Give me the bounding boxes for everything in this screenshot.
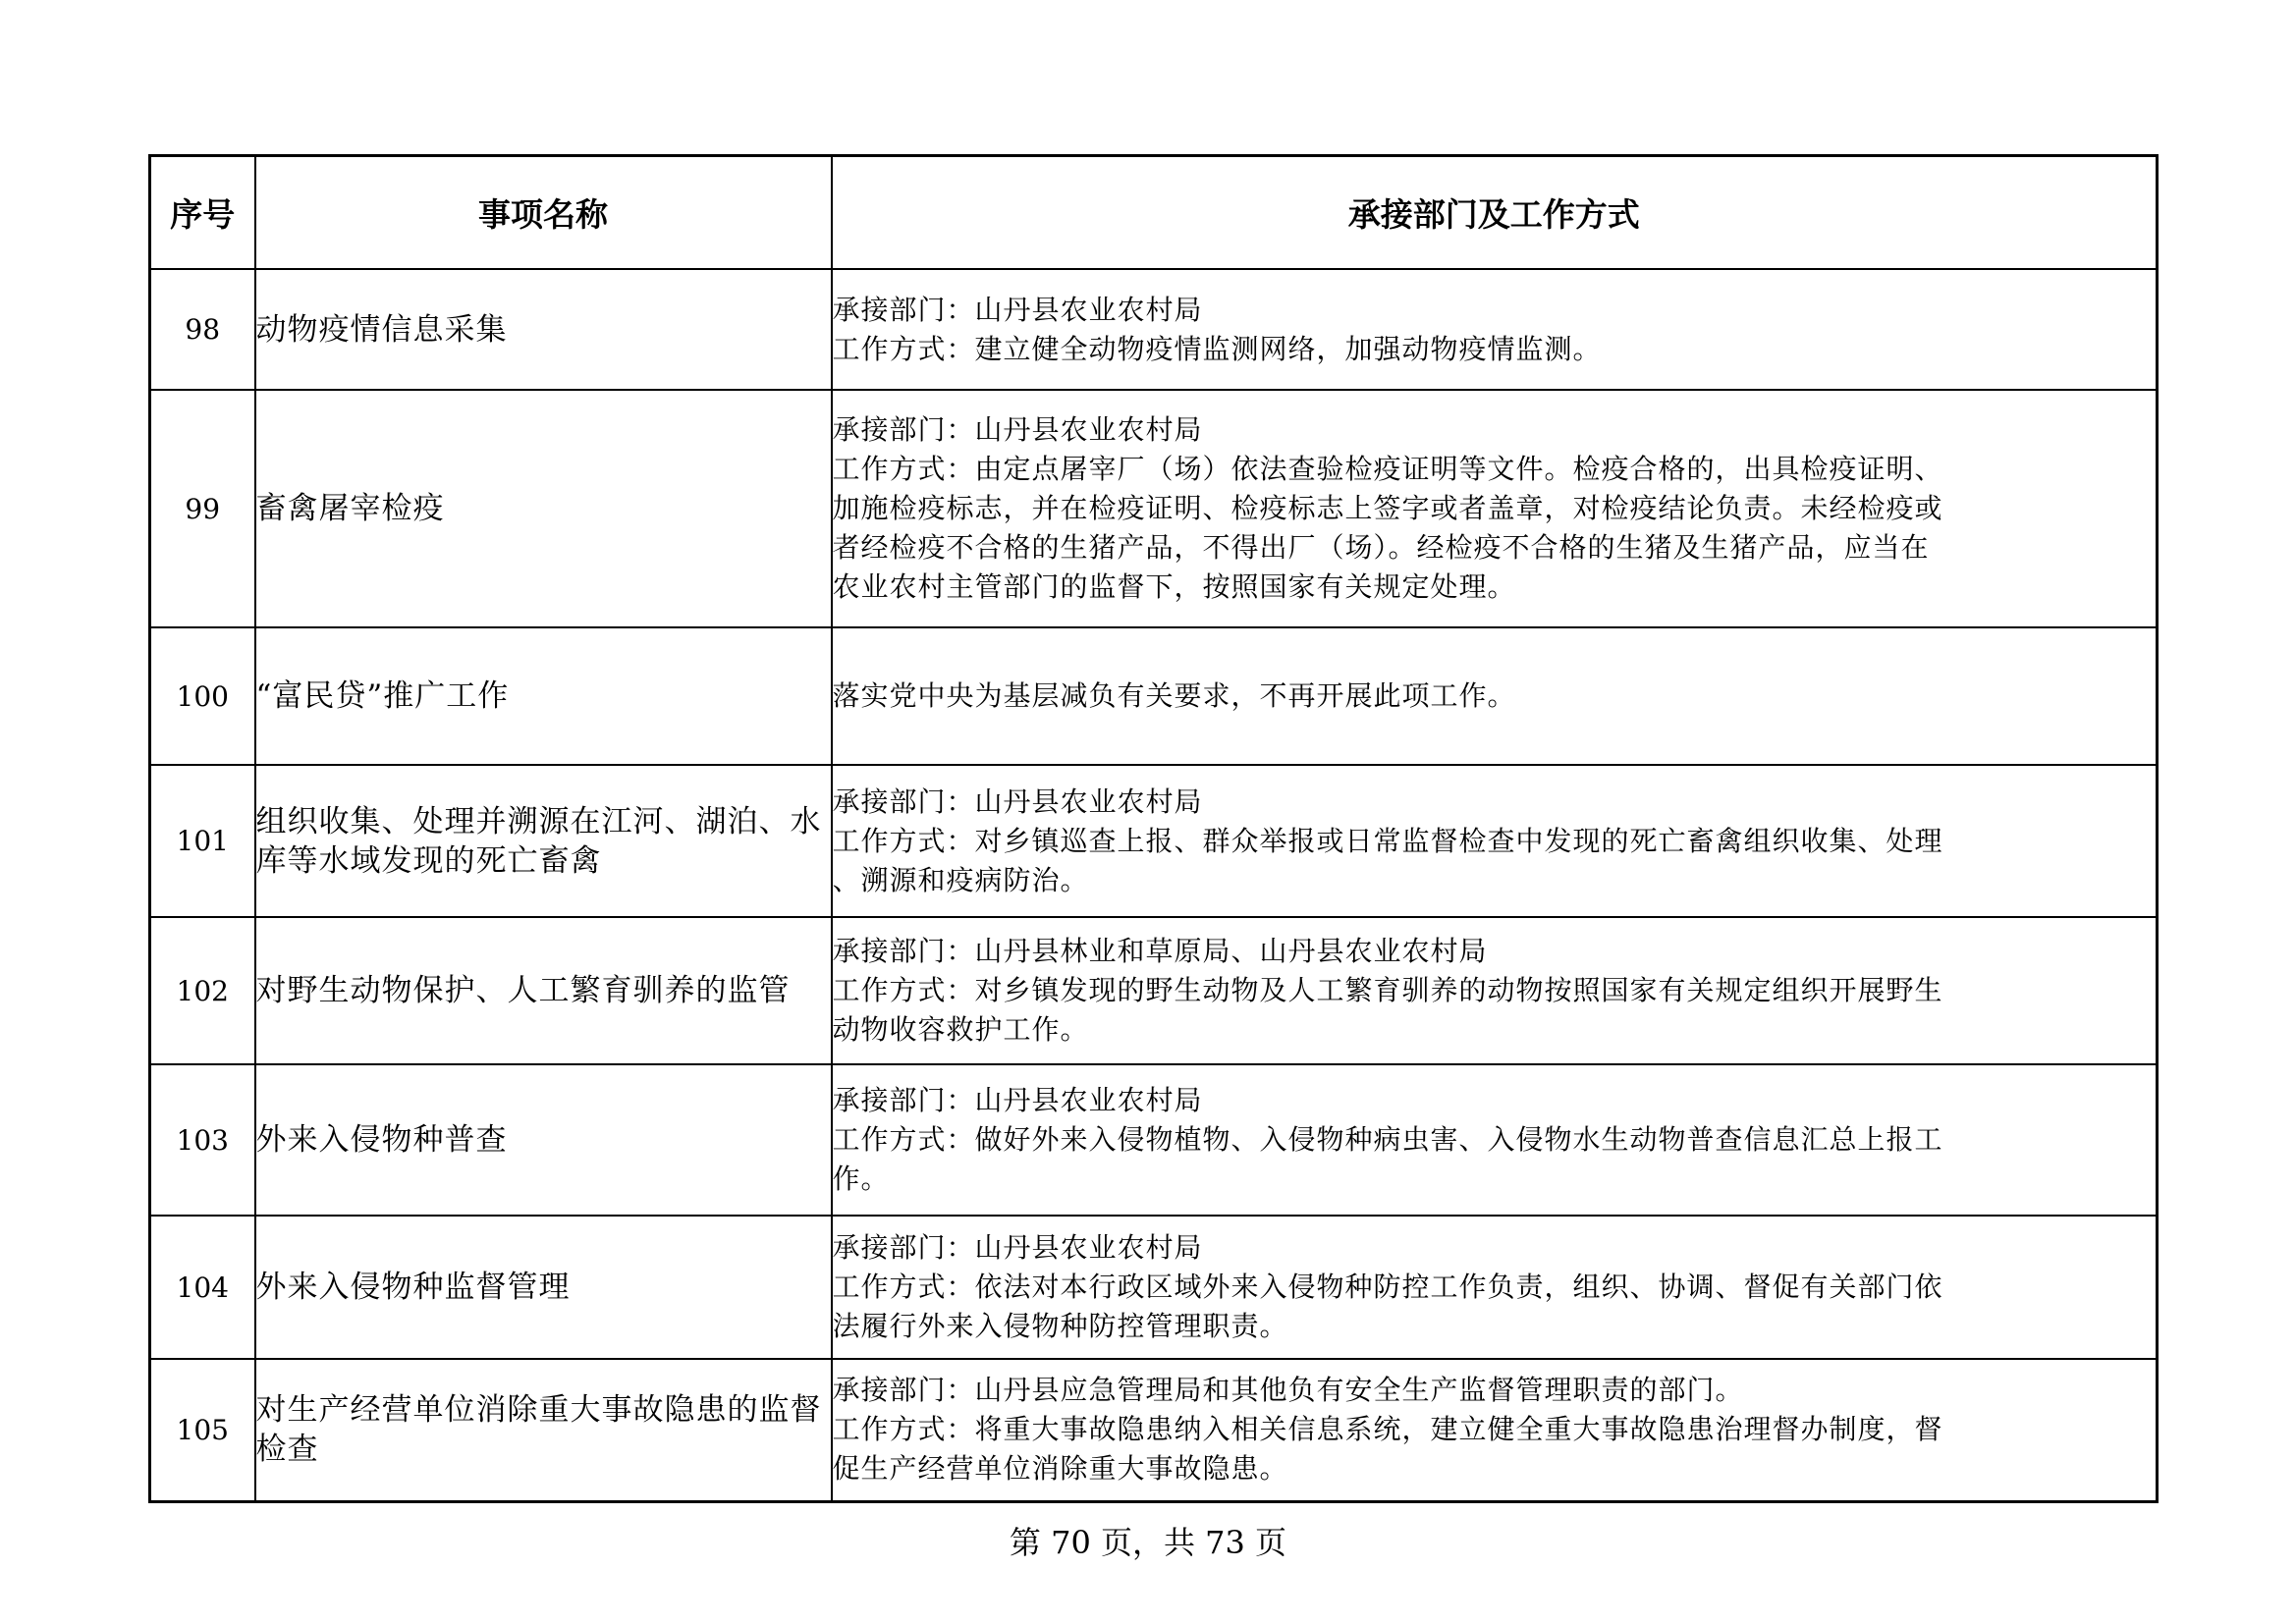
method-line: 法履行外来入侵物种防控管理职责。 [832, 1310, 1288, 1342]
table-row [150, 1064, 2158, 1216]
row-item-name: 组织收集、处理并溯源在江河、湖泊、水库等水域发现的死亡畜禽 [255, 765, 832, 917]
method-line: 加施检疫标志，并在检疫证明、检疫标志上签字或者盖章，对检疫结论负责。未经检疫或 [832, 492, 1943, 524]
method-line: 承接部门：山丹县农业农村局 [832, 1231, 1203, 1264]
row-item-name: 对野生动物保护、人工繁育驯养的监管 [255, 917, 832, 1064]
row-seq: 104 [150, 1216, 255, 1359]
row-dept-method [832, 1064, 2158, 1216]
row-dept-method [832, 917, 2158, 1064]
row-dept-method [832, 269, 2158, 390]
table-row [150, 627, 2158, 765]
method-line: 工作方式：依法对本行政区域外来入侵物种防控工作负责，组织、协调、督促有关部门依 [832, 1271, 1943, 1303]
method-line: 工作方式：将重大事故隐患纳入相关信息系统，建立健全重大事故隐患治理督办制度，督 [832, 1413, 1943, 1446]
method-line: 落实党中央为基层减负有关要求，不再开展此项工作。 [832, 679, 1516, 712]
header-item-name: 事项名称 [255, 156, 832, 270]
row-item-name: “富民贷”推广工作 [255, 627, 832, 765]
method-line: 农业农村主管部门的监督下，按照国家有关规定处理。 [832, 570, 1516, 603]
row-seq: 100 [150, 627, 255, 765]
method-line: 动物收容救护工作。 [832, 1013, 1089, 1046]
row-dept-method [832, 1216, 2158, 1359]
method-line: 承接部门：山丹县应急管理局和其他负有安全生产监督管理职责的部门。 [832, 1374, 1744, 1407]
row-seq: 102 [150, 917, 255, 1064]
method-line: 承接部门：山丹县林业和草原局、山丹县农业农村局 [832, 935, 1488, 967]
method-line: 承接部门：山丹县农业农村局 [832, 1084, 1203, 1116]
row-seq: 103 [150, 1064, 255, 1216]
row-seq: 99 [150, 390, 255, 627]
method-line: 承接部门：山丹县农业农村局 [832, 413, 1203, 446]
method-line: 工作方式：由定点屠宰厂（场）依法查验检疫证明等文件。检疫合格的，出具检疫证明、 [832, 453, 1943, 485]
row-seq: 101 [150, 765, 255, 917]
method-line: 工作方式：对乡镇发现的野生动物及人工繁育驯养的动物按照国家有关规定组织开展野生 [832, 974, 1943, 1006]
row-item-name: 外来入侵物种监督管理 [255, 1216, 832, 1359]
method-line: 承接部门：山丹县农业农村局 [832, 784, 1203, 818]
row-seq: 98 [150, 269, 255, 390]
table-row [150, 917, 2158, 1064]
table-header-row [150, 156, 2158, 270]
method-line: 促生产经营单位消除重大事故隐患。 [832, 1452, 1288, 1486]
method-line: 作。 [832, 1163, 890, 1195]
table-row [150, 1359, 2158, 1501]
header-seq: 序号 [150, 156, 255, 270]
items-table [148, 154, 2159, 1503]
row-seq: 105 [150, 1359, 255, 1501]
page-number-footer: 第 70 页，共 73 页 [1009, 1524, 1287, 1561]
row-item-name: 动物疫情信息采集 [255, 269, 832, 390]
method-line: 工作方式：做好外来入侵物植物、入侵物种病虫害、入侵物水生动物普查信息汇总上报工 [832, 1123, 1943, 1156]
row-item-name: 外来入侵物种普查 [255, 1064, 832, 1216]
method-line: 工作方式：对乡镇巡查上报、群众举报或日常监督检查中发现的死亡畜禽组织收集、处理 [832, 824, 1943, 857]
row-dept-method [832, 765, 2158, 917]
method-line: 承接部门：山丹县农业农村局 [832, 293, 1203, 326]
method-line: 、溯源和疫病防治。 [832, 863, 1089, 896]
table-row [150, 1216, 2158, 1359]
row-item-name: 对生产经营单位消除重大事故隐患的监督检查 [255, 1359, 832, 1501]
row-dept-method [832, 627, 2158, 765]
row-dept-method [832, 1359, 2158, 1501]
table-row [150, 390, 2158, 627]
method-line: 者经检疫不合格的生猪产品，不得出厂（场）。经检疫不合格的生猪及生猪产品，应当在 [832, 531, 1930, 564]
table-row [150, 269, 2158, 390]
header-dept-method: 承接部门及工作方式 [832, 156, 2158, 270]
row-dept-method [832, 390, 2158, 627]
method-line: 工作方式：建立健全动物疫情监测网络，加强动物疫情监测。 [832, 332, 1602, 365]
table-row [150, 765, 2158, 917]
row-item-name: 畜禽屠宰检疫 [255, 390, 832, 627]
